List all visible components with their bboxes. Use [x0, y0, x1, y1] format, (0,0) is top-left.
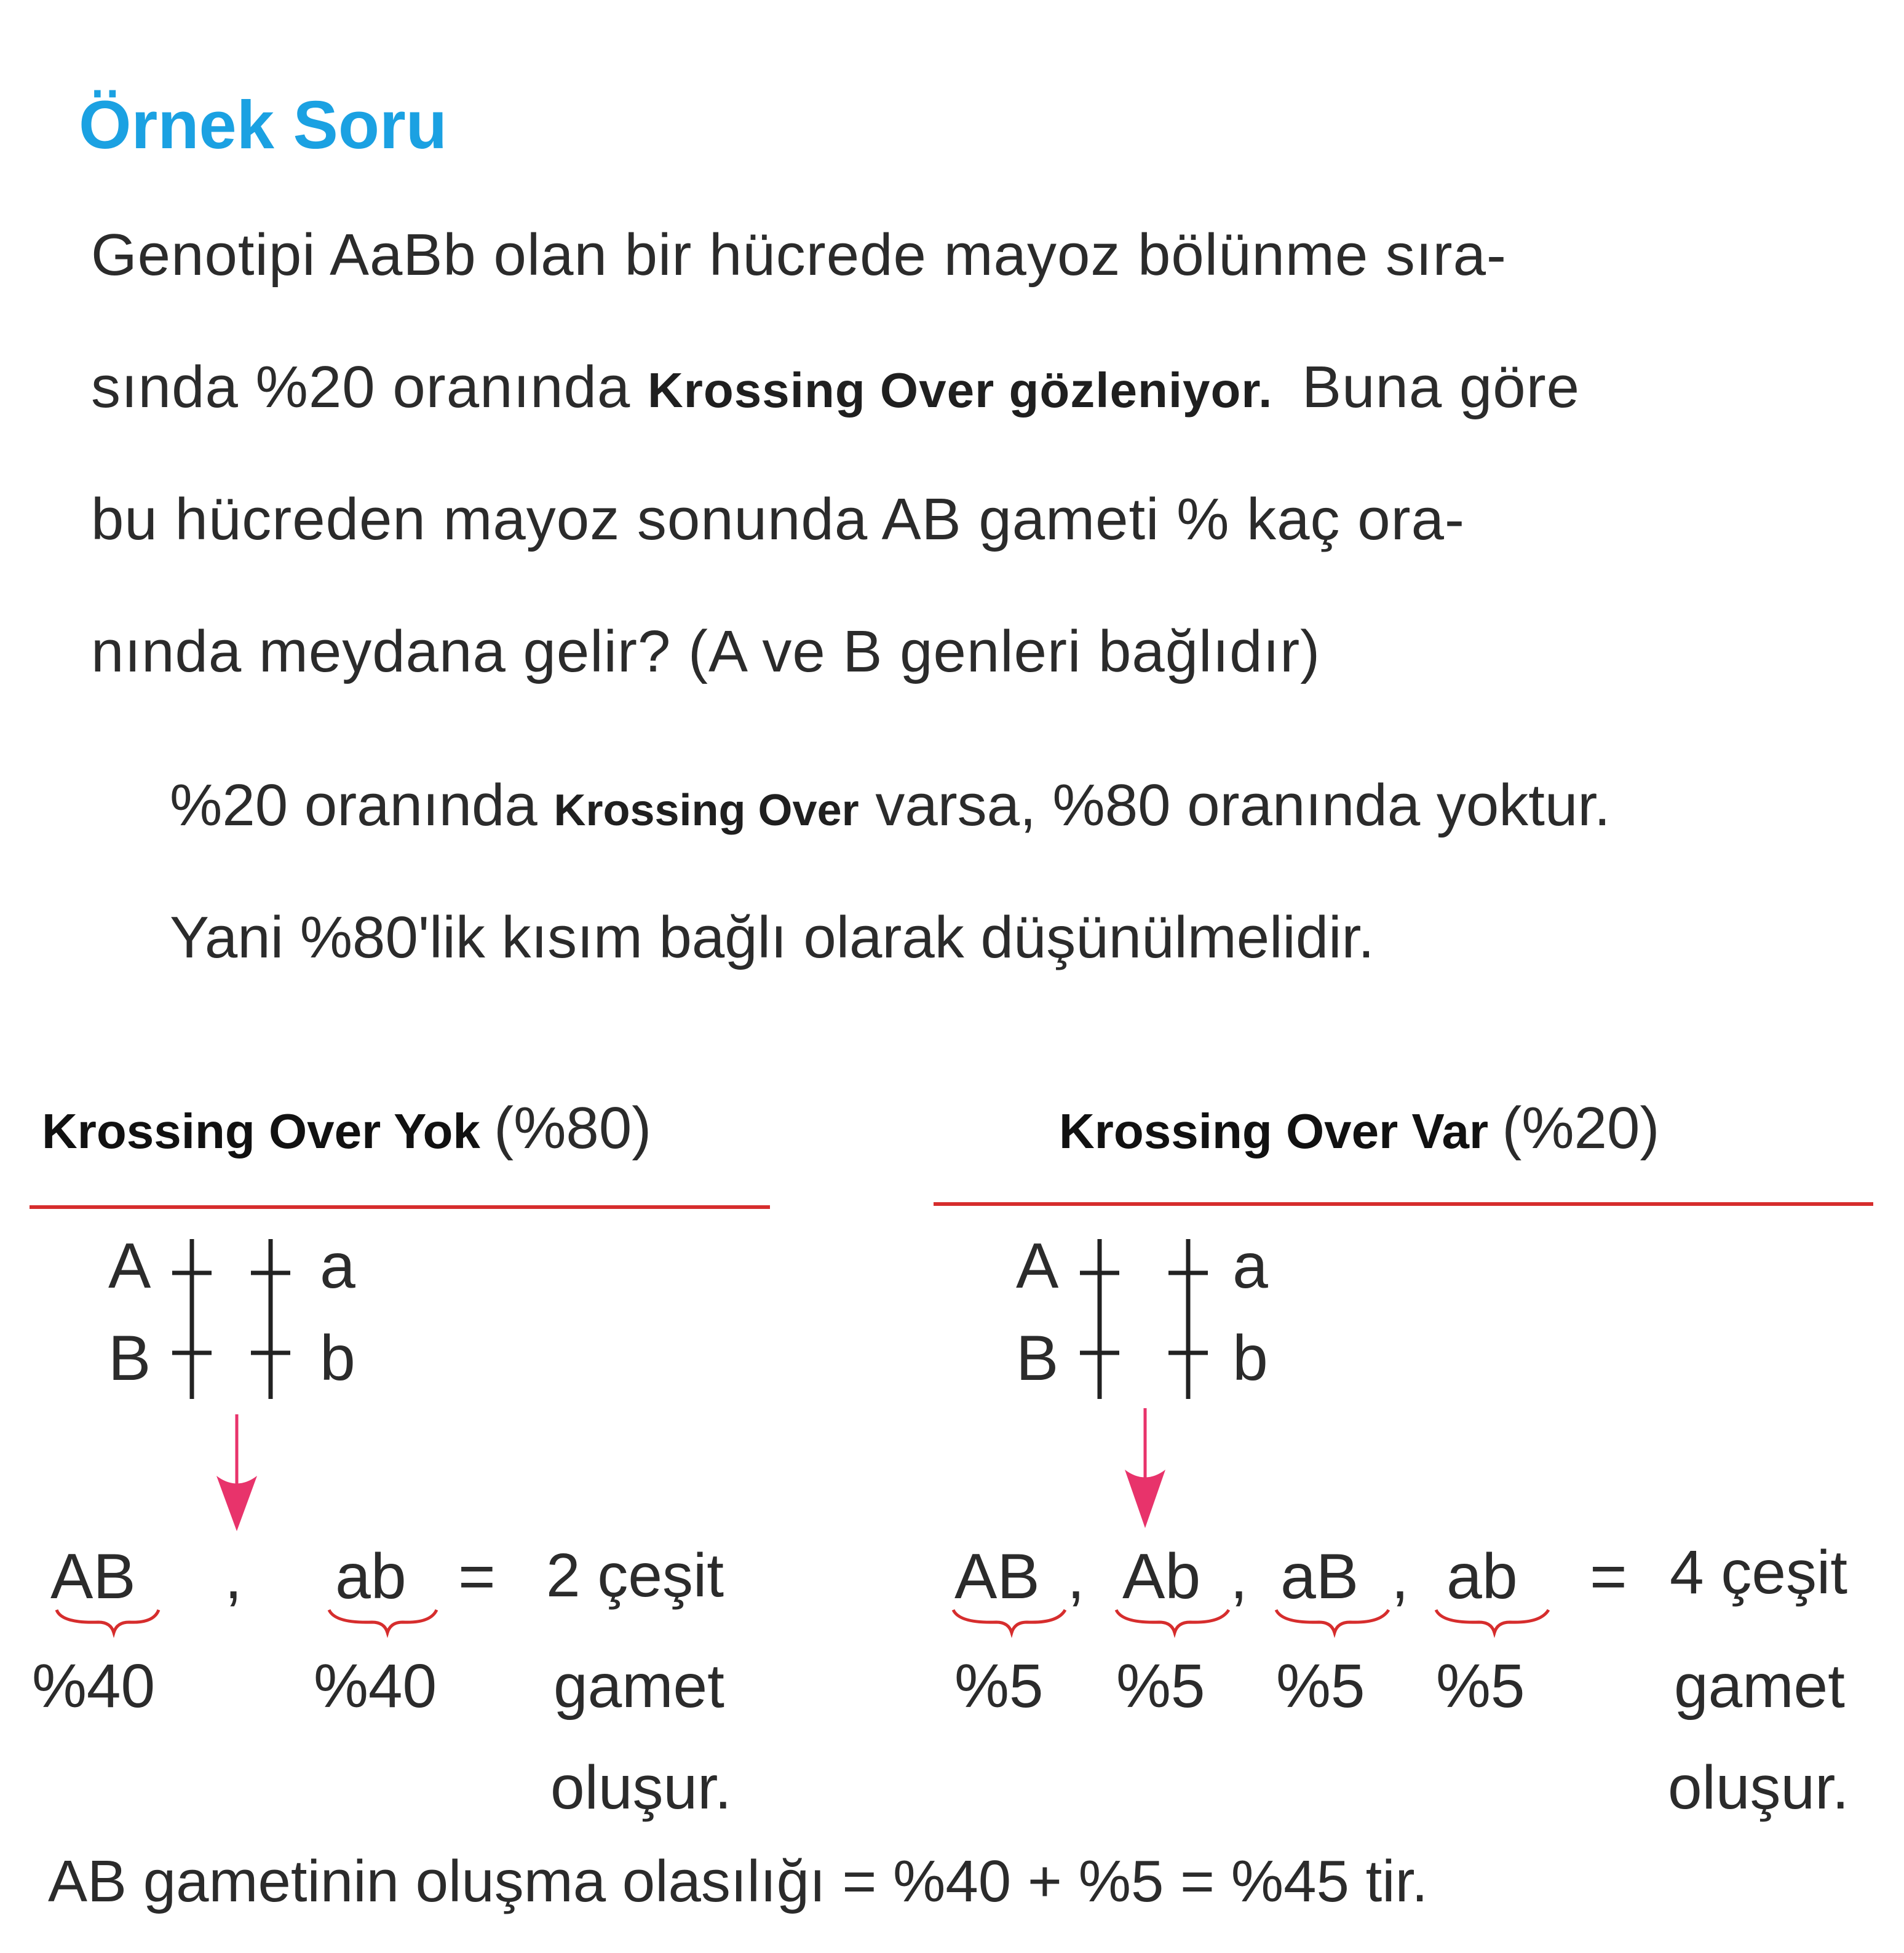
right-allele-a: a	[1232, 1230, 1268, 1302]
right-gamete-1-pct: %5	[954, 1652, 1044, 1721]
left-allele-b: b	[320, 1323, 355, 1394]
right-separator-2: ,	[1230, 1541, 1248, 1612]
left-equals: =	[458, 1541, 496, 1612]
left-result-line-3: oluşur.	[550, 1753, 732, 1822]
left-column-title	[42, 1095, 651, 1162]
left-result-line-1: 2 çeşit	[546, 1541, 724, 1610]
right-result-line-3: oluşur.	[1668, 1753, 1849, 1822]
explanation-1a: %20 oranında	[170, 772, 537, 838]
left-gamete-2-pct: %40	[314, 1652, 437, 1721]
question-line-1: Genotipi AaBb olan bir hücrede mayoz bölünme sıra-	[91, 222, 1507, 288]
right-gamete-2-pct: %5	[1116, 1652, 1205, 1721]
left-allele-B: B	[108, 1323, 151, 1394]
question-line-3: bu hücreden mayoz sonunda AB gameti % kaç ora-	[91, 486, 1465, 552]
right-allele-b: b	[1232, 1323, 1268, 1394]
right-gamete-2: Ab	[1122, 1541, 1201, 1612]
right-separator-1: ,	[1067, 1541, 1085, 1612]
question-line-2	[91, 354, 1580, 421]
right-result-line-1: 4 çeşit	[1670, 1538, 1848, 1607]
left-gamete-1-pct: %40	[32, 1652, 156, 1721]
explanation-line-2: Yani %80'lik kısım bağlı olarak düşünülmelidir.	[170, 905, 1374, 970]
left-separator: ,	[224, 1541, 242, 1612]
right-gamete-4: ab	[1446, 1541, 1518, 1612]
right-gamete-4-pct: %5	[1436, 1652, 1525, 1721]
right-equals: =	[1590, 1541, 1627, 1612]
right-title-text: Krossing Over Var	[1059, 1104, 1489, 1159]
right-column-title	[1059, 1095, 1659, 1162]
right-title-pct: (%20)	[1502, 1095, 1660, 1161]
left-result-line-2: gamet	[553, 1652, 724, 1721]
right-result-line-2: gamet	[1674, 1652, 1845, 1721]
left-title-text: Krossing Over Yok	[42, 1104, 480, 1159]
question-line-2a: sında %20 oranında	[91, 354, 631, 420]
right-separator-3: ,	[1391, 1541, 1409, 1612]
right-gamete-3: aB	[1280, 1541, 1359, 1612]
explanation-line-1	[170, 772, 1611, 839]
explanation-1c: varsa, %80 oranında yoktur.	[875, 772, 1611, 838]
left-title-pct: (%80)	[494, 1095, 652, 1161]
right-gamete-3-pct: %5	[1276, 1652, 1365, 1721]
page-title: Örnek Soru	[79, 87, 448, 163]
right-gamete-1: AB	[954, 1541, 1040, 1612]
right-divider	[934, 1202, 1873, 1206]
explanation-krossing-label: Krossing Over	[553, 786, 859, 835]
krossing-over-label: Krossing Over gözleniyor.	[647, 363, 1273, 418]
conclusion: AB gametinin oluşma olasılığı = %40 + %5 = %45 tir.	[48, 1848, 1428, 1914]
right-allele-B: B	[1016, 1323, 1059, 1394]
left-gamete-1: AB	[50, 1541, 136, 1612]
right-allele-A: A	[1016, 1230, 1059, 1302]
left-allele-a: a	[320, 1230, 355, 1302]
question-line-2c: Buna göre	[1302, 354, 1581, 420]
left-gamete-2: ab	[335, 1541, 407, 1612]
left-allele-A: A	[108, 1230, 151, 1302]
question-line-4: nında meydana gelir? (A ve B genleri bağlıdır)	[91, 619, 1321, 684]
left-divider	[30, 1205, 770, 1209]
